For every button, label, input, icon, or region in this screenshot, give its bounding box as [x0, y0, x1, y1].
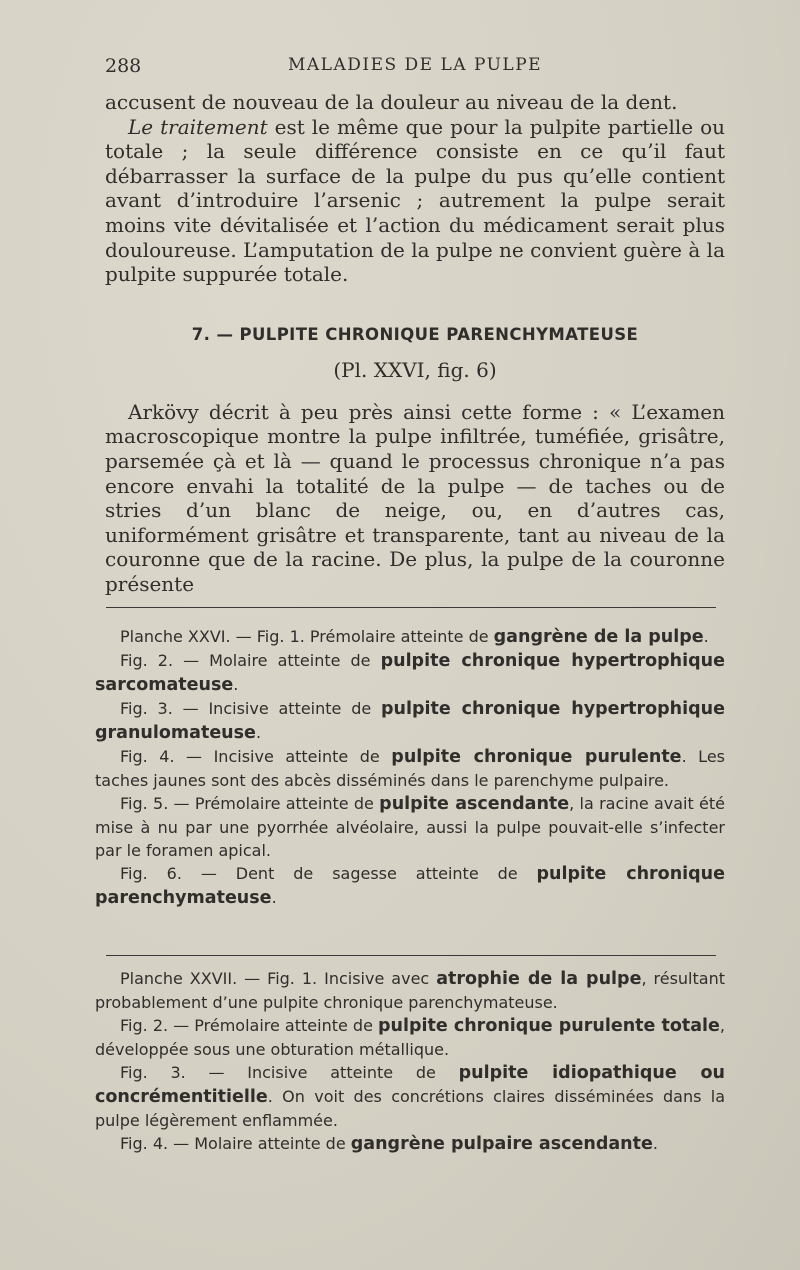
divider	[106, 955, 716, 956]
diagnosis-term: pulpite chronique purulente	[391, 747, 682, 767]
paragraph-description: Arkövy décrit à peu près ainsi cette forme : « L’examen macroscopique montre la pulpe infiltrée, tuméfiée, grisâtre, parsemée çà et là — quand le processus chronique n’a pas encore envahi la totalité de la pulpe — de taches ou de stries d’un blanc de neige, ou, en d’autres cas, uniformément grisâtre et transparente, tant au niveau de la couronne que de la racine. De plus, la pulpe de la couronne présente	[105, 399, 725, 596]
caption-text: .	[271, 888, 277, 907]
caption-text: Fig. 4. — Molaire atteinte de	[120, 1134, 351, 1153]
caption-text: . On voit des concrétions claires disséminées dans la pulpe légèrement enflammée.	[95, 1087, 725, 1130]
caption-text: Fig. 3. — Incisive atteinte de	[120, 1063, 459, 1082]
main-text	[105, 90, 725, 597]
diagnosis-term: pulpite chronique parenchymateuse	[95, 864, 726, 908]
paragraph: accusent de nouveau de la douleur au niveau de la dent.	[105, 90, 678, 114]
figure-caption	[95, 649, 725, 697]
diagnosis-term: pulpite chronique hypertrophique granulomateuse	[95, 699, 725, 743]
plate-26-captions	[95, 625, 725, 910]
caption-text: .	[255, 723, 262, 742]
caption-text: , la racine avait été mise à nu par une pyorrhée alvéolaire, aussi la pulpe pouvait-elle s’infecter par le foramen apical.	[95, 794, 726, 860]
running-title: MALADIES DE LA PULPE	[288, 55, 543, 75]
caption-text: , résultant probablement d’une pulpite chronique parenchymateuse.	[95, 969, 725, 1012]
paragraph-treatment	[105, 115, 725, 287]
diagnosis-term: pulpite chronique purulente totale	[378, 1016, 720, 1036]
diagnosis-term: pulpite idiopathique ou concrémentitielle	[95, 1063, 725, 1107]
diagnosis-term: atrophie de la pulpe	[436, 969, 642, 989]
paragraph-text: est le même que pour la pulpite partielle ou totale ; la seule différence consiste en ce qu’il faut débarrasser la surface de la pulpe du pus qu’elle contient avant d’introduire l’arsenic ; autrement la pulpe serait moins vite dévitalisée et l’action du médicament serait plus douloureuse. L’amputation de la pulpe ne convient guère à la pulpite suppurée totale.	[105, 114, 726, 287]
diagnosis-term: gangrène de la pulpe	[493, 627, 704, 647]
caption-text: , développée sous une obturation métallique.	[95, 1016, 726, 1059]
caption-text: Planche XXVI. — Fig. 1. Prémolaire atteinte de	[120, 627, 494, 646]
caption-text: Fig. 2. — Prémolaire atteinte de	[120, 1016, 379, 1035]
diagnosis-term: pulpite chronique hypertrophique sarcomateuse	[95, 651, 725, 695]
figure-caption	[95, 697, 725, 745]
figure-caption	[95, 862, 725, 910]
caption-text: Fig. 3. — Incisive atteinte de	[120, 699, 382, 718]
section-plate-reference: (Pl. XXVI, fig. 6)	[333, 357, 497, 382]
caption-text: . Les taches jaunes sont des abcès disséminés dans le parenchyme pulpaire.	[95, 747, 725, 790]
caption-text: Planche XXVII. — Fig. 1. Incisive avec	[120, 969, 437, 988]
caption-text: .	[652, 1134, 658, 1153]
caption-text: Fig. 6. — Dent de sagesse atteinte de	[120, 864, 537, 883]
caption-text: Fig. 4. — Incisive atteinte de	[120, 747, 392, 766]
section-heading: 7. — PULPITE CHRONIQUE PARENCHYMATEUSE	[191, 324, 639, 344]
page-header	[105, 55, 725, 81]
diagnosis-term: gangrène pulpaire ascendante	[350, 1134, 653, 1154]
figure-caption	[95, 745, 725, 792]
figure-caption	[95, 792, 725, 862]
figure-caption	[95, 1014, 725, 1061]
page-number: 288	[105, 55, 142, 77]
figure-caption	[95, 967, 725, 1014]
caption-text: Fig. 2. — Molaire atteinte de	[120, 651, 381, 670]
caption-text: .	[703, 627, 709, 646]
plate-27-captions	[95, 967, 725, 1156]
figure-caption	[95, 1132, 725, 1156]
caption-text: Fig. 5. — Prémolaire atteinte de	[120, 794, 380, 813]
treatment-term: Le traitement	[128, 114, 268, 139]
caption-text: .	[233, 675, 239, 694]
figure-caption	[95, 1061, 725, 1132]
figure-caption	[95, 625, 725, 649]
divider	[106, 607, 716, 608]
diagnosis-term: pulpite ascendante	[379, 794, 570, 814]
